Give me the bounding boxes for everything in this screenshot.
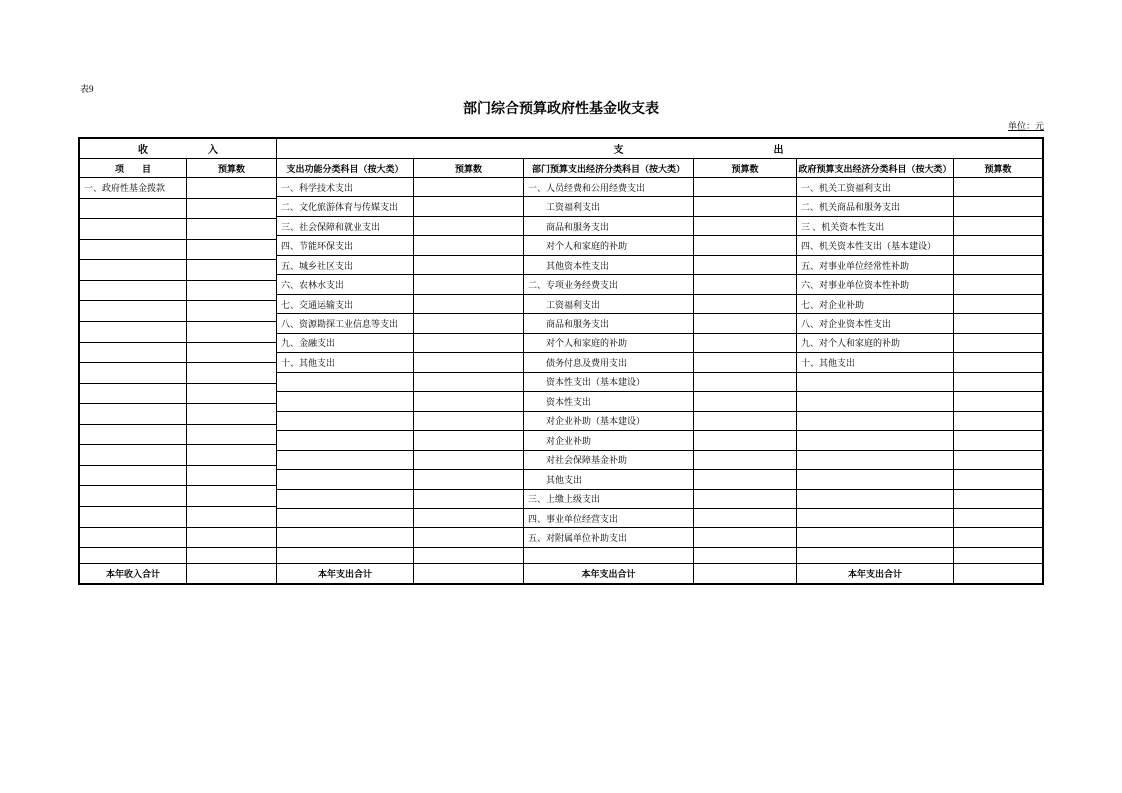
row-budget-value [954,236,1042,254]
row-budget-value [954,256,1042,274]
row-label: 九、金融支出 [277,334,414,352]
row-budget-value [187,260,276,280]
page-title: 部门综合预算政府性基金收支表 [463,102,659,117]
row-label [277,373,414,391]
row-budget-value [414,275,523,293]
row-budget-value [187,281,276,301]
row-label [277,412,414,430]
row-budget-value [187,507,276,527]
row-label: 一、人员经费和公用经费支出 [524,178,694,196]
row-budget-value [187,425,276,445]
table-row [797,314,1042,333]
budget-column-header: 预算数 [694,159,797,177]
row-label: 十、其他支出 [277,353,414,371]
row-label: 其他支出 [524,470,694,488]
budget-column-header: 预算数 [187,159,277,177]
unit-note: 单位：元 [1007,121,1044,131]
table-row [277,470,523,489]
row-label [797,490,954,508]
row-label [277,431,414,449]
table-row [524,197,796,216]
row-budget-value [187,486,276,506]
row-budget-value [954,197,1042,215]
row-budget-value [954,295,1042,313]
row-label [797,528,954,546]
row-budget-value [187,219,276,239]
row-label: 商品和服务支出 [524,314,694,332]
table-row [277,217,523,236]
gov-econ-section [797,178,1042,547]
row-label: 工资福利支出 [524,295,694,313]
row-label: 六、农林水支出 [277,275,414,293]
row-budget-value [414,314,523,332]
row-budget-value [694,178,796,196]
income-section [80,178,277,547]
dept-total-label: 本年支出合计 [524,564,694,583]
table-row [797,178,1042,197]
table-row [277,451,523,470]
table-row [524,217,796,236]
table-row [80,322,276,343]
table-row [80,281,276,302]
table-row [80,404,276,425]
row-budget-value [954,392,1042,410]
table-row [524,490,796,509]
gov-total-label: 本年支出合计 [797,564,954,583]
row-label: 二、机关商品和服务支出 [797,197,954,215]
table-row [277,528,523,546]
table-row [797,295,1042,314]
table-row [797,412,1042,431]
table-row [797,509,1042,528]
row-label: 六、对事业单位资本性补助 [797,275,954,293]
row-label: 三 、机关资本性支出 [797,217,954,235]
row-label: 债务付息及费用支出 [524,353,694,371]
row-label: 一、机关工资福利支出 [797,178,954,196]
row-label [277,392,414,410]
row-label [277,451,414,469]
row-label [80,363,187,383]
table-row [277,275,523,294]
row-label: 五、对附属单位补助支出 [524,528,694,546]
table-row [80,466,276,487]
row-budget-value [414,490,523,508]
function-class-section [277,178,524,547]
row-label [80,199,187,219]
row-label [797,392,954,410]
row-budget-value [694,392,796,410]
empty-cell [524,548,694,563]
table-row [277,256,523,275]
table-row [80,301,276,322]
row-label [80,281,187,301]
row-label [797,451,954,469]
table-row [277,295,523,314]
table-row [80,178,276,199]
dept-econ-section [524,178,797,547]
table-row [797,451,1042,470]
row-label: 七、交通运输支出 [277,295,414,313]
row-label [797,431,954,449]
row-budget-value [954,470,1042,488]
row-label: 四、机关资本性支出（基本建设） [797,236,954,254]
table-row [797,236,1042,255]
row-budget-value [187,301,276,321]
budget-column-header: 预算数 [414,159,524,177]
row-budget-value [694,528,796,546]
row-budget-value [414,217,523,235]
row-budget-value [694,236,796,254]
row-label: 商品和服务支出 [524,217,694,235]
row-label: 九、对个人和家庭的补助 [797,334,954,352]
row-label: 二、文化旅游体育与传媒支出 [277,197,414,215]
row-budget-value [954,353,1042,371]
row-label [80,486,187,506]
row-budget-value [414,470,523,488]
row-label: 三、社会保障和就业支出 [277,217,414,235]
row-budget-value [694,197,796,215]
table-row [797,490,1042,509]
total-row [80,564,1042,583]
empty-cell [954,548,1042,563]
row-label: 对社会保障基金补助 [524,451,694,469]
table-row [524,528,796,546]
empty-cell [80,548,187,563]
row-budget-value [187,528,276,548]
row-budget-value [187,384,276,404]
row-label: 二、专项业务经费支出 [524,275,694,293]
row-label: 八、对企业资本性支出 [797,314,954,332]
table-row [524,373,796,392]
row-label [80,322,187,342]
row-budget-value [414,295,523,313]
row-budget-value [694,295,796,313]
table-row [524,412,796,431]
row-budget-value [414,528,523,546]
item-column-header: 项 目 [80,159,187,177]
expense-group-header: 支 出 [613,145,784,156]
budget-column-header: 预算数 [984,163,1012,174]
dept-total-value [694,564,797,583]
row-budget-value [694,490,796,508]
row-budget-value [414,256,523,274]
table-label: 表9 [80,84,94,94]
row-label [797,373,954,391]
row-label [277,528,414,546]
row-budget-value [187,445,276,465]
row-label [80,240,187,260]
func-total-label: 本年支出合计 [277,564,414,583]
table-row [797,334,1042,353]
table-row [277,197,523,216]
row-label [797,470,954,488]
row-label: 三、上缴上级支出 [524,490,694,508]
table-row [80,260,276,281]
row-budget-value [954,178,1042,196]
row-label: 四、事业单位经营支出 [524,509,694,527]
row-label: 资本性支出 [524,392,694,410]
budget-table [78,137,1044,585]
row-budget-value [414,431,523,449]
table-row [524,451,796,470]
row-budget-value [954,431,1042,449]
row-budget-value [954,528,1042,546]
table-row [797,217,1042,236]
row-budget-value [414,334,523,352]
empty-cell [187,548,277,563]
table-row [524,334,796,353]
row-budget-value [954,275,1042,293]
row-budget-value [187,178,276,198]
table-row [80,486,276,507]
row-label: 五、对事业单位经常性补助 [797,256,954,274]
table-row [277,509,523,528]
row-budget-value [187,363,276,383]
row-budget-value [414,178,523,196]
row-budget-value [694,217,796,235]
row-label: 五、城乡社区支出 [277,256,414,274]
table-row [80,240,276,261]
row-label [80,507,187,527]
table-row [524,431,796,450]
dept-econ-class-column-header: 部门预算支出经济分类科目（按大类） [524,159,694,177]
row-label: 资本性支出（基本建设） [524,373,694,391]
row-budget-value [694,431,796,449]
row-budget-value [954,334,1042,352]
row-label [80,384,187,404]
group-header-row [80,139,1042,159]
table-row [80,445,276,466]
income-group-header: 收 入 [80,139,277,158]
table-row [797,470,1042,489]
table-row [797,256,1042,275]
table-row [797,275,1042,294]
row-budget-value [187,466,276,486]
row-budget-value [414,236,523,254]
table-row [277,373,523,392]
row-label [80,260,187,280]
table-row [797,392,1042,411]
row-label: 一、政府性基金拨款 [80,178,187,198]
function-class-column-header: 支出功能分类科目（按大类） [277,159,414,177]
table-row [277,334,523,353]
row-label [797,412,954,430]
row-label [80,301,187,321]
row-label: 八、资源勘探工业信息等支出 [277,314,414,332]
row-label [80,528,187,548]
income-total-label: 本年收入合计 [80,564,187,583]
row-label: 七、对企业补助 [797,295,954,313]
row-budget-value [187,322,276,342]
table-row [80,528,276,548]
row-budget-value [954,490,1042,508]
row-budget-value [954,412,1042,430]
row-budget-value [694,334,796,352]
spacer-row [80,548,1042,564]
table-row [524,275,796,294]
row-label [80,425,187,445]
row-budget-value [414,353,523,371]
row-budget-value [694,412,796,430]
row-budget-value [694,256,796,274]
row-label [80,445,187,465]
row-budget-value [414,392,523,410]
table-row [80,507,276,528]
table-row [797,528,1042,546]
row-budget-value [694,314,796,332]
row-label [80,343,187,363]
table-row [797,197,1042,216]
row-label [277,490,414,508]
row-label: 对企业补助（基本建设） [524,412,694,430]
empty-cell [797,548,954,563]
row-budget-value [694,353,796,371]
row-label: 对个人和家庭的补助 [524,236,694,254]
row-label: 其他资本性支出 [524,256,694,274]
table-body [80,178,1042,548]
row-budget-value [694,451,796,469]
table-row [797,373,1042,392]
row-label: 对个人和家庭的补助 [524,334,694,352]
row-budget-value [414,412,523,430]
row-budget-value [954,217,1042,235]
row-budget-value [954,509,1042,527]
row-label: 一、科学技术支出 [277,178,414,196]
table-row [277,236,523,255]
table-row [277,431,523,450]
row-budget-value [187,240,276,260]
row-budget-value [954,314,1042,332]
row-label [277,509,414,527]
table-row [524,256,796,275]
row-label: 四、节能环保支出 [277,236,414,254]
row-label [80,219,187,239]
row-budget-value [694,470,796,488]
table-row [524,178,796,197]
row-budget-value [694,509,796,527]
row-budget-value [954,451,1042,469]
table-row [80,219,276,240]
table-row [277,314,523,333]
table-row [277,490,523,509]
row-label [80,404,187,424]
empty-cell [277,548,414,563]
func-total-value [414,564,524,583]
table-row [524,314,796,333]
empty-cell [694,548,797,563]
table-row [80,199,276,220]
table-row [797,353,1042,372]
table-row [277,178,523,197]
row-budget-value [954,373,1042,391]
gov-econ-class-column-header: 政府预算支出经济分类科目（按大类） [797,159,954,177]
table-row [277,412,523,431]
row-label [80,466,187,486]
table-row [80,343,276,364]
row-budget-value [187,343,276,363]
table-row [80,425,276,446]
row-budget-value [414,197,523,215]
table-row [797,431,1042,450]
income-total-value [187,564,277,583]
gov-total-value [954,564,1042,583]
table-row [524,470,796,489]
row-budget-value [187,199,276,219]
table-row [277,392,523,411]
empty-cell [414,548,524,563]
table-row [524,509,796,528]
row-budget-value [694,373,796,391]
table-row [524,236,796,255]
row-budget-value [414,451,523,469]
table-row [524,295,796,314]
row-budget-value [414,509,523,527]
table-row [80,384,276,405]
table-row [524,353,796,372]
row-label: 十、其他支出 [797,353,954,371]
row-budget-value [694,275,796,293]
table-row [80,363,276,384]
table-row [277,353,523,372]
row-label [797,509,954,527]
column-header-row [80,159,1042,178]
row-budget-value [414,373,523,391]
row-budget-value [187,404,276,424]
table-row [524,392,796,411]
row-label: 工资福利支出 [524,197,694,215]
row-label: 对企业补助 [524,431,694,449]
row-label [277,470,414,488]
